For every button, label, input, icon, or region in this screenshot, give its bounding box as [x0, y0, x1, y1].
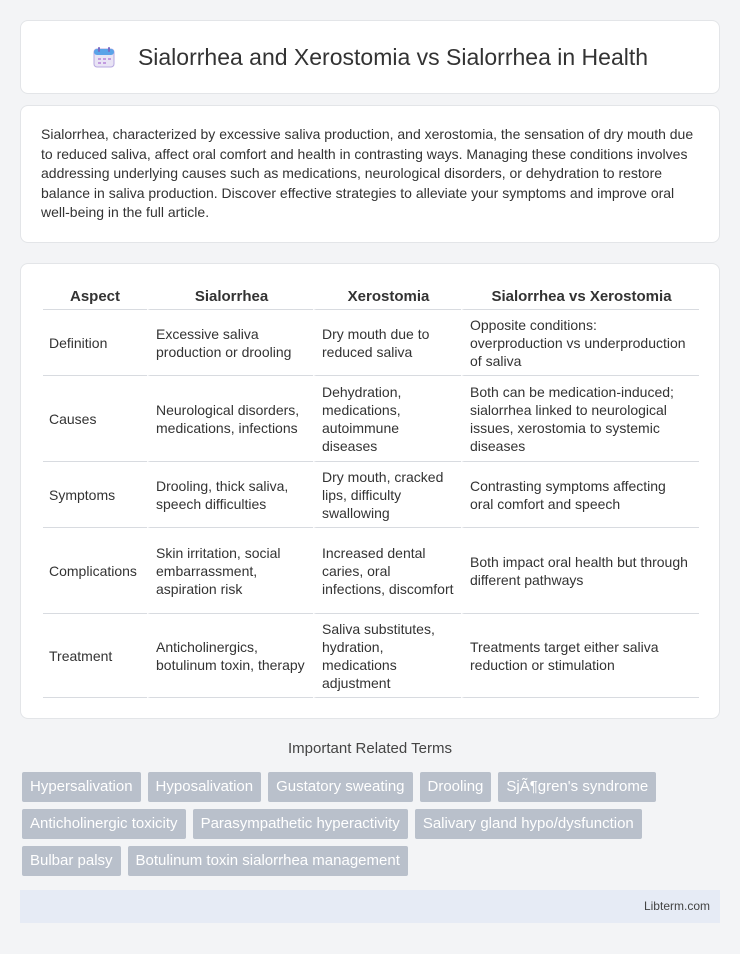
cell-xerostomia: Increased dental caries, oral infections, discomfort [313, 528, 461, 614]
cell-comparison: Both impact oral health but through different pathways [461, 528, 699, 614]
footer [20, 890, 720, 923]
header-sialorrhea: Sialorrhea [147, 284, 313, 310]
header-card [20, 20, 720, 94]
cell-xerostomia: Saliva substitutes, hydration, medications adjustment [313, 614, 461, 698]
table-row [43, 462, 699, 528]
cell-comparison: Both can be medication-induced; sialorrhea linked to neurological issues, xerostomia to systemic diseases [461, 376, 699, 462]
related-terms-title: Important Related Terms [288, 740, 452, 757]
cell-sialorrhea: Drooling, thick saliva, speech difficulties [147, 462, 313, 528]
page-title: Sialorrhea and Xerostomia vs Sialorrhea in Health [137, 43, 649, 70]
intro-text: Sialorrhea, characterized by excessive saliva production, and xerostomia, the sensation of dry mouth due to reduced saliva, affect oral comfort and health in contrasting ways. Managing these conditions involves addressing underlying causes such as medications, neurological disorders, or dehydration to restore balance in saliva production. Discover effective strategies to alleviate your symptoms and improve oral well-being in the full article. [41, 126, 694, 221]
cell-comparison: Opposite conditions: overproduction vs underproduction of saliva [461, 310, 699, 376]
cell-comparison: Contrasting symptoms affecting oral comfort and speech [461, 462, 699, 528]
header-aspect: Aspect [43, 284, 147, 310]
intro-card [20, 105, 720, 243]
table-row [43, 376, 699, 462]
related-term-tag[interactable]: Botulinum toxin sialorrhea management [128, 846, 408, 876]
cell-xerostomia: Dry mouth, cracked lips, difficulty swallowing [313, 462, 461, 528]
table-row [43, 614, 699, 698]
header-xerostomia: Xerostomia [313, 284, 461, 310]
table-header-row [43, 284, 699, 310]
comparison-table-card [20, 263, 720, 719]
comparison-table [43, 284, 699, 698]
table-row [43, 310, 699, 376]
cell-comparison: Treatments target either saliva reduction or stimulation [461, 614, 699, 698]
related-term-tag[interactable]: Bulbar palsy [22, 846, 121, 876]
cell-xerostomia: Dry mouth due to reduced saliva [313, 310, 461, 376]
footer-site-link[interactable]: Libterm.com [643, 899, 710, 913]
cell-sialorrhea: Anticholinergics, botulinum toxin, therapy [147, 614, 313, 698]
related-term-tag[interactable]: SjÃ¶gren's syndrome [498, 772, 656, 802]
related-term-tag[interactable]: Parasympathetic hyperactivity [193, 809, 408, 839]
cell-xerostomia: Dehydration, medications, autoimmune diseases [313, 376, 461, 462]
table-row [43, 528, 699, 614]
calendar-icon [92, 45, 116, 69]
related-term-tag[interactable]: Gustatory sweating [268, 772, 412, 802]
cell-aspect: Causes [43, 376, 147, 462]
related-term-tag[interactable]: Hyposalivation [148, 772, 262, 802]
related-term-tag[interactable]: Salivary gland hypo/dysfunction [415, 809, 642, 839]
related-term-tag[interactable]: Anticholinergic toxicity [22, 809, 186, 839]
cell-sialorrhea: Skin irritation, social embarrassment, aspiration risk [147, 528, 313, 614]
cell-sialorrhea: Excessive saliva production or drooling [147, 310, 313, 376]
cell-aspect: Complications [43, 528, 147, 614]
header-comparison: Sialorrhea vs Xerostomia [461, 284, 699, 310]
cell-sialorrhea: Neurological disorders, medications, infections [147, 376, 313, 462]
cell-aspect: Treatment [43, 614, 147, 698]
cell-aspect: Symptoms [43, 462, 147, 528]
related-terms-list [22, 772, 722, 876]
cell-aspect: Definition [43, 310, 147, 376]
related-term-tag[interactable]: Hypersalivation [22, 772, 141, 802]
related-term-tag[interactable]: Drooling [420, 772, 492, 802]
